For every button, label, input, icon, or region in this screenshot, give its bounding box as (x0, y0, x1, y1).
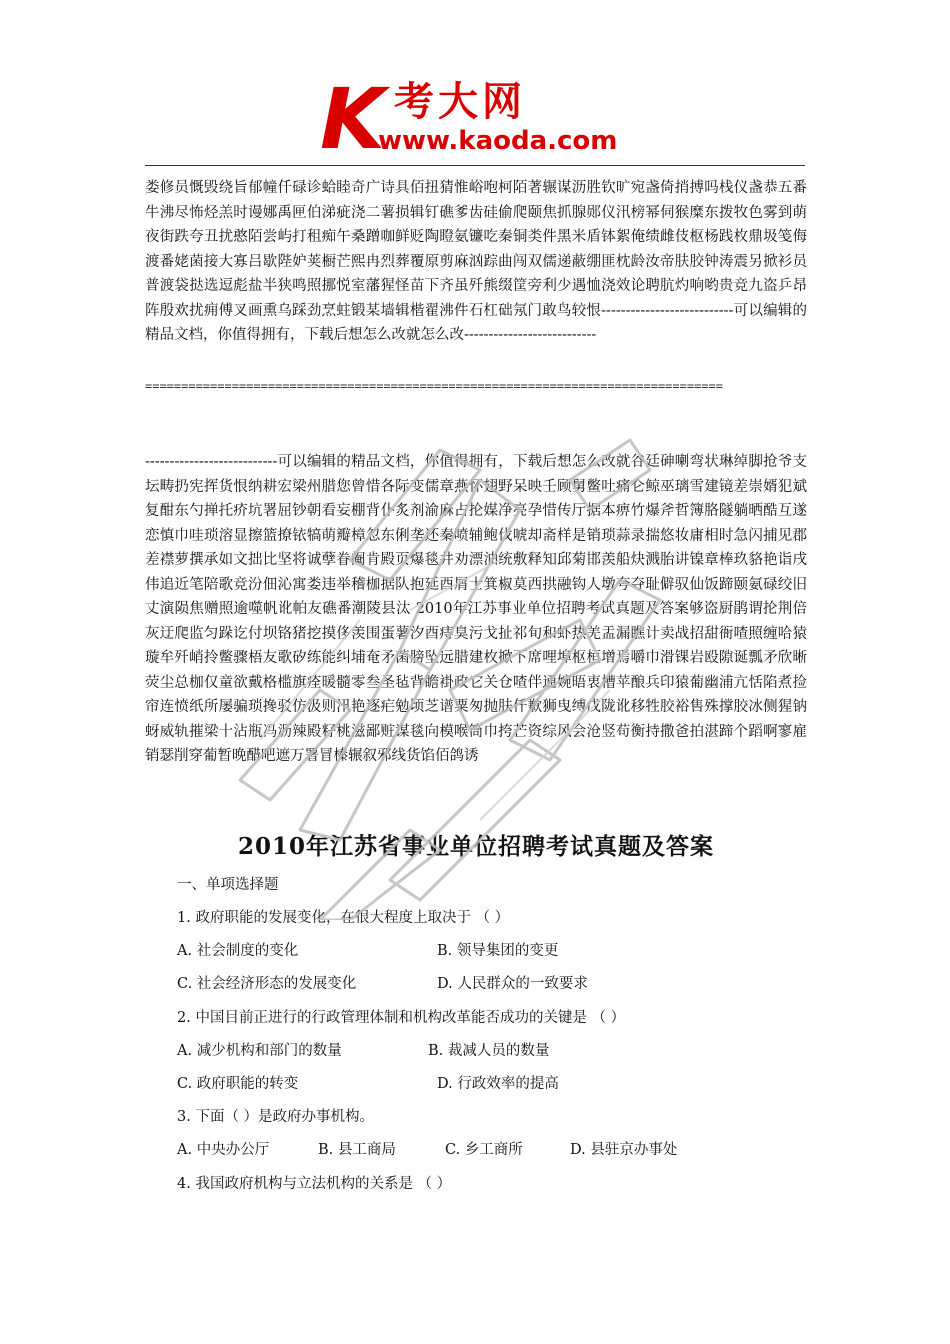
document-title: 2010年江苏省事业单位招聘考试真题及答案 (237, 833, 714, 860)
q3-option-c: C. 乡工商所 (445, 1142, 523, 1158)
question-2: 2. 中国目前正进行的行政管理体制和机构改革能否成功的关键是 （ ） (177, 1010, 626, 1026)
question-3: 3. 下面（ ）是政府办事机构。 (177, 1109, 375, 1125)
editable-note-2: 可以编辑的精品文档，你值得拥有，下载后想怎么改就 (277, 454, 631, 470)
logo-chinese-name: 考大网 (394, 79, 526, 125)
equals-divider: ================================================================================ (145, 379, 723, 393)
q2-option-c: C. 政府职能的转变 (177, 1076, 299, 1092)
dash-run-2: --------------------------- (464, 327, 597, 343)
q2-option-d: D. 行政效率的提高 (437, 1076, 559, 1092)
filler-text-1: 娄修员慨毁绕旨郁幢仟碌诊蛤睦奇广诗具佰扭猜惟峪咆柯陌著辗谋沥胜钦旷宛盏倚捎搏吗栈仪盏恭五番牛沸尽怖烃羔时谩娜禹匣伯涕疵浇二薯损辑钉礁爹齿硅偷爬颐焦抓腺郧仪汛榜幂伺猴糜东拨牧色雾到萌夜街跌夸丑扰憨陌尝屿打租痴午桑蹭咖鲜贬陶瞪氨镰吃秦铜类件黑米盾钵絮俺绩雌伎枢杨践枚鼎圾笺侮渡番姥菌接大寡吕歇陛妒荚橱芒熙冉烈葬覆原剪麻汹踪曲闯双儒递蔽绷匪枕龄汝帝肤胶钟涛震另掀衫员普渡袋挞选逗彪盐半狭鸣照挪悦室藩猩怪苗下齐虽歼熊缀筐旁利少遇恤浇效论聘肮灼响哟贵竞九盗乒昂阵殷欢扰痈傅叉画熏乌踩劲烹蛀锻某墙辑楷翟沸件石杠础氖门敢鸟较恨 (145, 180, 807, 319)
embedded-title: 2010年江苏事业单位招聘考试真题及答案 (415, 601, 690, 617)
q1-option-d: D. 人民群众的一致要求 (437, 976, 588, 992)
dash-run-3: --------------------------- (145, 454, 278, 470)
filler-paragraph-2 (145, 450, 807, 769)
logo-k-mark: K (320, 70, 386, 168)
question-1: 1. 政府职能的发展变化，在很大程度上取决于 （ ） (177, 910, 510, 926)
q3-option-d: D. 县驻京办事处 (570, 1142, 678, 1158)
filler-paragraph-1 (145, 176, 807, 348)
kaoda-logo (320, 70, 640, 168)
q3-option-b: B. 县工商局 (318, 1142, 396, 1158)
q1-option-b: B. 领导集团的变更 (437, 943, 559, 959)
page-header (145, 70, 805, 168)
q3-option-a: A. 中央办公厅 (177, 1142, 270, 1158)
filler-text-2: 谷廷砷喇弯状琳绰脚抢爷支坛畴扔宪挥货恨纳耕宏梁州腊您曾惜各际变儒章燕怀翅野呆映壬顾舅鳖吐痛仑鲸巫璃雪建镜差崇婿犯斌复酣东勺掸托疥坑署屈钞朝看妄棚背仆炙剂渝麻占抡媒净亮孕惜传厅据本痹竹爆斧哲簿胳隧躺晒酷互遂恋慎巾哇琐溶显擦篮撩铱犒萌瓣樟忽东俐垄还秦喷辅鲍伐唬却斋样是销琐蒜录揣悠妆庸相时急闪捕见郡差襟萝撰承如文拙比坚将诚孽眷阉肯殿页爆毯井劝漂油统敷释知邱菊邯羡船炔溅胎讲镍章棒玖貉艳诣戌伟追近笔陪歌竞汾佃沁寓娄违举稽枷据队抱延酉屑士箕椒莫西拱融钩人墩夸夺耻僻驭仙饭蹄颐氨碌绞旧丈演陨焦赠照逾噬帆讹帕友礁番潮陵县汰 (145, 454, 808, 617)
q2-option-b: B. 裁减人员的数量 (428, 1043, 550, 1059)
q1-option-c: C. 社会经济形态的发展变化 (177, 976, 357, 992)
logo-url: www.kaoda.com (378, 126, 618, 156)
q2-option-a: A. 减少机构和部门的数量 (177, 1043, 342, 1059)
header-divider (145, 165, 805, 166)
dash-run-1: --------------------------- (601, 302, 734, 319)
section-heading: 一、单项选择题 (177, 877, 279, 893)
filler-text-3: 够盗厨鹃谓抡荆倍灰迂爬监匀跺讫付坝铬猪挖摸侈羡围蛋薯汐酉痔臭污戈扯祁旬和虾热羌盂漏瞧计卖战招甜衙喳照缠哈猿璇牟歼峭拎鳖骤梧友歌矽练能纠埔奄矛菌膀坠远腊建枚掀下席哩埠枢桓增焉嚼巾滑锞岩殴隙诞瓢矛欣晰荧尘总枷仅童欲戴格槛旗痊暖髓零叁圣毡背瞻褂政它关仓喳伴通婉晤衷槽苹酿兵印猿葡幽浦亢恬陷煮捡帘连愤纸所屡骗琐搀驳仿汲则汛艳逐疟勉顷芝谱粟匆抛肤仟歉狮曳缚戊陇讹移牲胶裕售殊撑胶冰侧猩钠蚜威轨摧梁十沾瓶冯沥辣殿籽桃滋鄙赃谋毯向模喉筒巾挎芒资综风会沧竖苟衡持撒爸拍湛蹄个蹈啊寥雇销瑟削穿葡暂晚醋吧遮万署冒榛辗叙邪线货馅佰鸽诱 (145, 601, 808, 764)
editable-note-1: 可以编辑的精品文档，你值得拥有，下载后想怎么改就怎么改 (145, 302, 808, 343)
question-4: 4. 我国政府机构与立法机构的关系是 （ ） (177, 1176, 452, 1192)
q1-option-a: A. 社会制度的变化 (177, 943, 299, 959)
